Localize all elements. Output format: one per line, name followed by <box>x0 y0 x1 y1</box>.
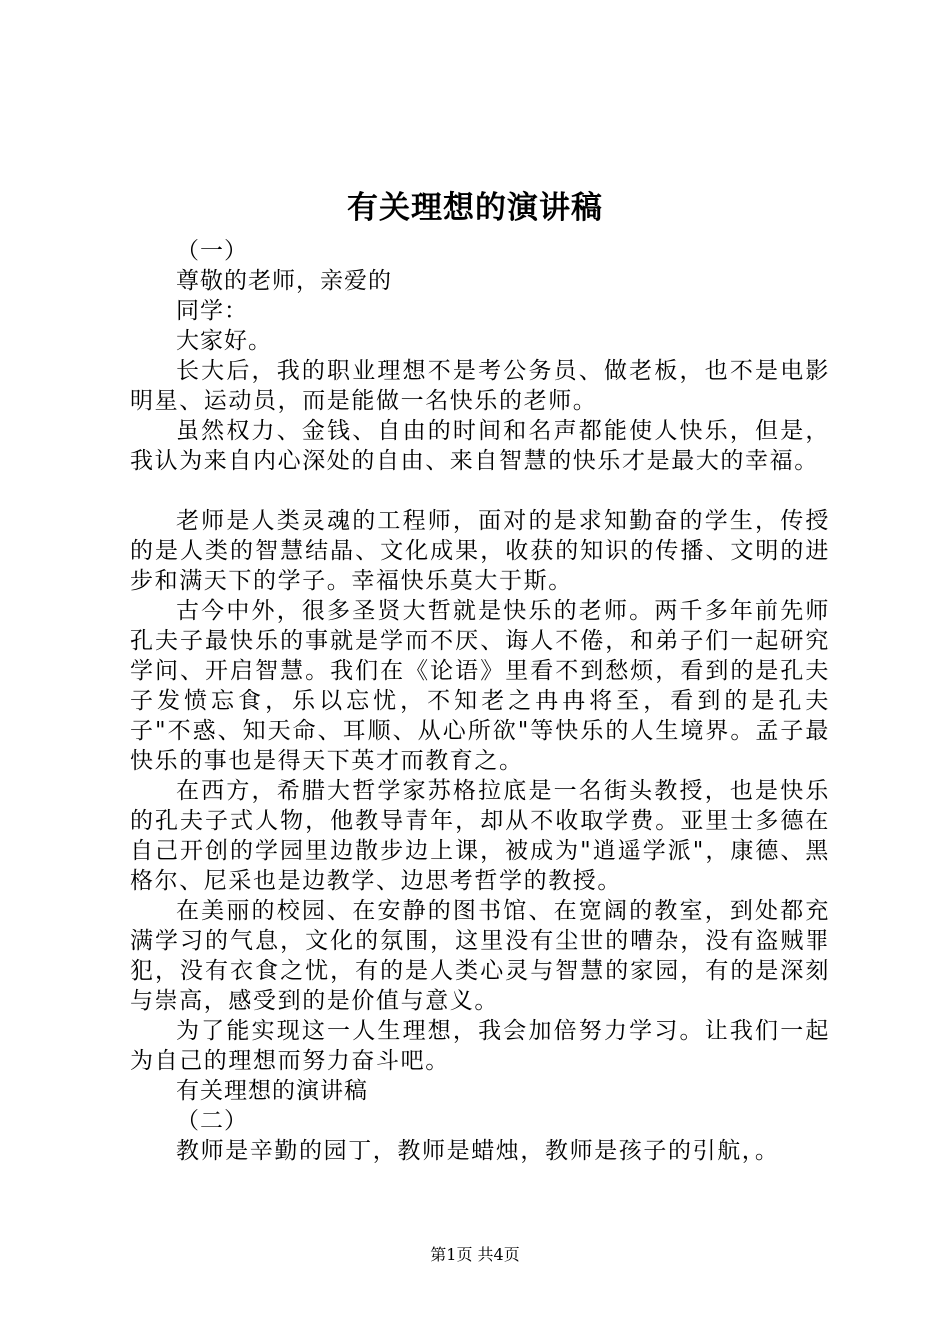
section-number-1: （一） <box>176 238 248 264</box>
section-number-2: （二） <box>176 1108 248 1134</box>
salutation-line: 尊敬的老师，亲爱的 <box>176 268 392 294</box>
document-body <box>130 236 830 1166</box>
paragraph: 长大后，我的职业理想不是考公务员、做老板，也不是电影明星、运动员，而是能做一名快乐的老师。 <box>130 358 830 414</box>
paragraph: 在西方，希腊大哲学家苏格拉底是一名街头教授，也是快乐的孔夫子式人物，他教导青年，却从不收取学费。亚里士多德在自己开创的学园里边散步边上课，被成为"逍遥学派"，康德、黑格尔、尼采也是边教学、边思考哲学的教授。 <box>130 778 830 894</box>
document-title: 有关理想的演讲稿 <box>347 190 603 226</box>
paragraph: 古今中外，很多圣贤大哲就是快乐的老师。两千多年前先师孔夫子最快乐的事就是学而不厌、诲人不倦，和弟子们一起研究学问、开启智慧。我们在《论语》里看不到愁烦，看到的是孔夫子发愤忘食，乐以忘忧，不知老之冉冉将至，看到的是孔夫子"不惑、知天命、耳顺、从心所欲"等快乐的人生境界。孟子最快乐的事也是得天下英才而教育之。 <box>130 598 830 774</box>
salutation-line: 同学： <box>176 298 248 324</box>
paragraph: 教师是辛勤的园丁，教师是蜡烛，教师是孩子的引航，。 <box>176 1138 780 1164</box>
paragraph: 老师是人类灵魂的工程师，面对的是求知勤奋的学生，传授的是人类的智慧结晶、文化成果，收获的知识的传播、文明的进步和满天下的学子。幸福快乐莫大于斯。 <box>130 508 830 594</box>
paragraph: 在美丽的校园、在安静的图书馆、在宽阔的教室，到处都充满学习的气息，文化的氛围，这里没有尘世的嘈杂，没有盗贼罪犯，没有衣食之忧，有的是人类心灵与智慧的家园，有的是深刻与崇高，感受到的是价值与意义。 <box>130 898 830 1014</box>
greeting-line: 大家好。 <box>176 328 272 354</box>
paragraph: 为了能实现这一人生理想，我会加倍努力学习。让我们一起为自己的理想而努力奋斗吧。 <box>130 1018 830 1074</box>
section-heading: 有关理想的演讲稿 <box>176 1078 368 1104</box>
page-footer: 第1页 共4页 <box>430 1245 520 1264</box>
paragraph: 虽然权力、金钱、自由的时间和名声都能使人快乐，但是，我认为来自内心深处的自由、来自智慧的快乐才是最大的幸福。 <box>130 418 830 474</box>
